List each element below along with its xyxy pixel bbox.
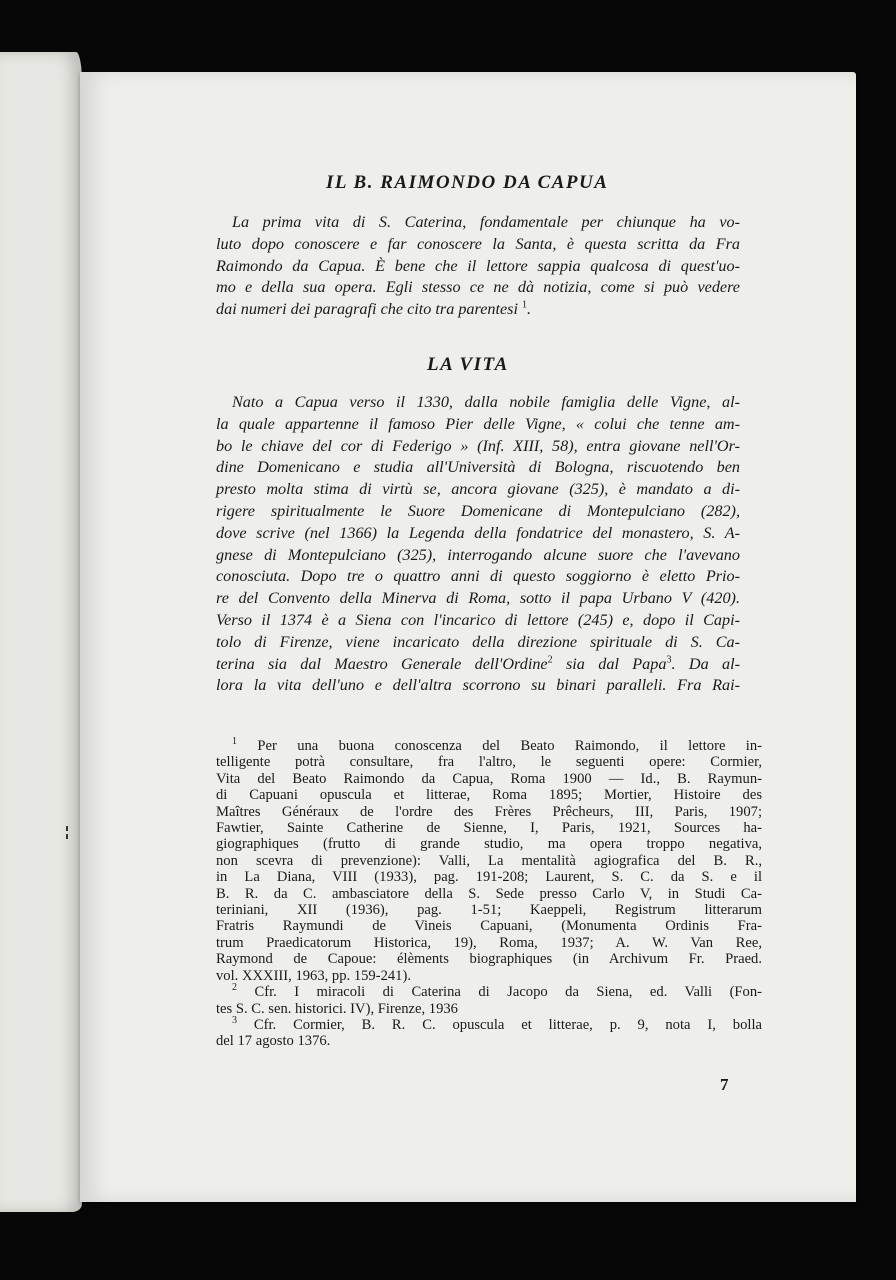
footnote-line: in La Diana, VIII (1933), pag. 191-208; Laurent, S. C. da S. e il xyxy=(216,869,762,886)
footnote-ref: 2 xyxy=(547,654,553,666)
footnote-line: non scevra di prevenzione): Valli, La mentalità agiografica del B. R., xyxy=(216,852,762,869)
text-line: tolo di Firenze, viene incaricato della direzione spirituale di S. Ca- xyxy=(216,632,740,651)
footnote-line: tes S. C. sen. historici. IV), Firenze, 1936 xyxy=(216,1000,458,1017)
text-line: luto dopo conoscere e far conoscere la Santa, è questa scritta da Fra xyxy=(216,234,740,253)
footnote-mark: 3 xyxy=(232,1015,237,1027)
text-fragment: Cfr. I miracoli di Caterina di Jacopo da Siena, ed. Valli (Fon- xyxy=(254,984,762,1001)
page-number: 7 xyxy=(720,1075,729,1094)
text-fragment: Per una buona conoscenza del Beato Raimondo, il lettore in- xyxy=(257,738,762,754)
text-line: La prima vita di S. Caterina, fondamentale per chiunque ha vo- xyxy=(232,213,740,231)
facing-page xyxy=(0,52,82,1212)
footnote-line: Fawtier, Sainte Catherine de Sienne, I, Paris, 1921, Sources ha- xyxy=(216,820,762,837)
text-fragment: . Da al- xyxy=(671,654,741,673)
footnote-line: Maîtres Généraux de l'ordre des Frères Prêcheurs, III, Paris, 1907; xyxy=(216,803,762,820)
book-page xyxy=(80,72,856,1202)
text-line: gnese di Montepulciano (325), interrogando alcune suore che l'avevano xyxy=(216,545,740,564)
footnote-line: di Capuani opuscula et litterae, Roma 1895; Mortier, Histoire des xyxy=(216,787,762,804)
text-line: Nato a Capua verso il 1330, dalla nobile famiglia delle Vigne, al- xyxy=(232,393,740,411)
text-fragment: Cfr. Cormier, B. R. C. opuscula et litterae, p. 9, nota I, bolla xyxy=(253,1016,762,1033)
footnote-line: B. R. da C. ambasciatore della S. Sede presso Carlo V, in Studi Ca- xyxy=(216,885,762,902)
text-line: la quale appartenne il famoso Pier delle Vigne, « colui che tenne am- xyxy=(216,414,740,433)
text-line xyxy=(216,654,740,676)
footnote-ref: 3 xyxy=(666,654,672,666)
footnote-line: Fratris Raymundi de Vineis Capuani, (Monumenta Ordinis Fra- xyxy=(216,918,762,935)
text-fragment: terina sia dal Maestro Generale dell'Ordine xyxy=(216,654,548,673)
chapter-title: IL B. RAIMONDO DA CAPUA xyxy=(326,172,609,193)
text-line: presto molta stima di virtù se, ancora giovane (325), è mandato a di- xyxy=(216,480,740,499)
text-line: dai numeri dei paragrafi che cito tra parentesi $^1$. xyxy=(216,299,532,319)
footnote-line: del 17 agosto 1376. xyxy=(216,1033,331,1050)
text-line: bo le chiave del cor di Federigo » (Inf. XIII, 58), entra giovane nell'Or- xyxy=(216,436,740,455)
footnote-line: Vita del Beato Raimondo da Capua, Roma 1900 — Id., B. Raymun- xyxy=(216,770,762,787)
vita-paragraph xyxy=(216,392,740,697)
section-title: LA VITA xyxy=(427,354,509,375)
text-line: rigere spiritualmente le Suore Domenicane di Montepulciano (282), xyxy=(216,501,740,520)
footnote-line: teriniani, XII (1936), pag. 1-51; Kaeppeli, Registrum litterarum xyxy=(216,902,762,919)
page-speck xyxy=(66,826,68,831)
page-speck xyxy=(66,834,68,839)
text-line: dine Domenicano e studia all'Università di Bologna, riscuotendo ben xyxy=(216,458,740,477)
text-line: Raimondo da Capua. È bene che il lettore sappia qualcosa di quest'uo- xyxy=(216,256,740,275)
footnote-line: giographiques (frutto di grande studio, ma opera troppo negativa, xyxy=(216,836,762,853)
text-line: mo e della sua opera. Egli stesso ce ne dà notizia, come si può vedere xyxy=(216,278,740,297)
footnote-mark: 1 xyxy=(232,736,237,748)
text-fragment: sia dal Papa xyxy=(566,654,667,673)
footnote-line: Raymond de Capoue: élèments biographiques (in Archivum Fr. Praed. xyxy=(216,951,762,968)
intro-paragraph xyxy=(216,212,740,321)
footnote-line: trum Praedicatorum Historica, 19), Roma, 1937; A. W. Van Ree, xyxy=(216,934,762,951)
footnote-ref: 1 xyxy=(522,299,528,311)
text-fragment: dai numeri dei paragrafi che cito tra parentesi xyxy=(216,300,518,319)
text-line: Verso il 1374 è a Siena con l'incarico di lettore (245) e, dopo il Capi- xyxy=(216,610,740,629)
text-line: lora la vita dell'uno e dell'altra scorrono su binari paralleli. Fra Rai- xyxy=(216,676,740,695)
footnote-line xyxy=(216,1017,762,1033)
footnote-line xyxy=(216,738,762,754)
text-line: conosciuta. Dopo tre o quattro anni di questo soggiorno è eletto Prio- xyxy=(216,567,740,586)
footnote-line xyxy=(216,984,762,1000)
footnote-line: telligente potrà consultare, fra l'altro, le seguenti opere: Cormier, xyxy=(216,754,762,771)
footnote-line: vol. XXXIII, 1963, pp. 159-241). xyxy=(216,967,411,984)
text-line: re del Convento della Minerva di Roma, sotto il papa Urbano V (420). xyxy=(216,589,740,608)
footnotes xyxy=(216,738,762,1050)
footnote-mark: 2 xyxy=(232,982,237,994)
text-line: dove scrive (nel 1366) la Legenda della fondatrice del monastero, S. A- xyxy=(216,523,740,542)
